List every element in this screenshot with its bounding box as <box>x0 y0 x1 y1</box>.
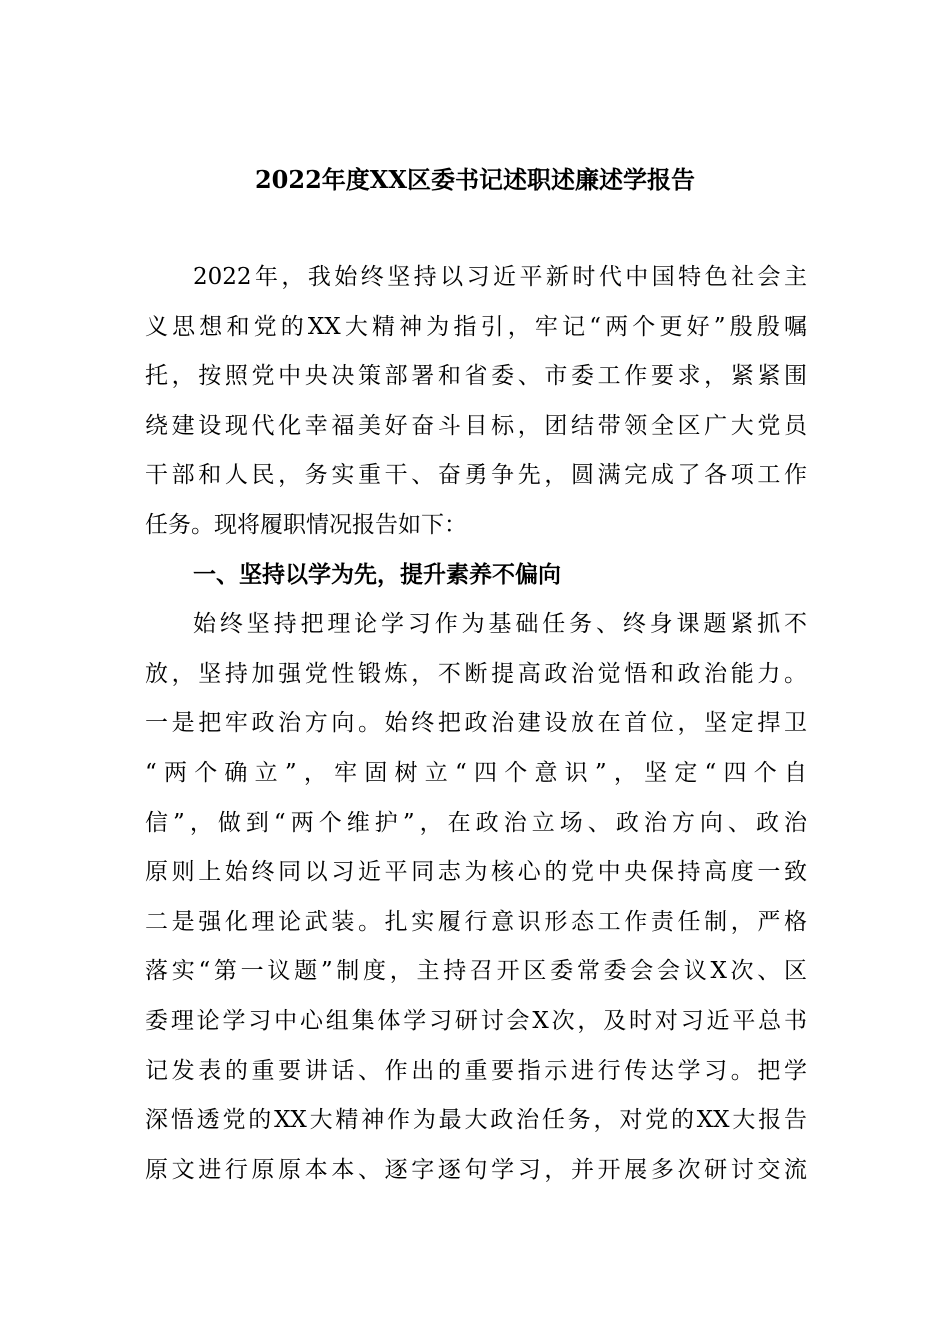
paragraph-line: 义思想和党的XX大精神为指引，牢记“两个更好”殷殷嘱 <box>145 313 807 340</box>
paragraph-line: 一是把牢政治方向。始终把政治建设放在首位，坚定捍卫 <box>145 710 807 737</box>
paragraph-line: 记发表的重要讲话、作出的重要指示进行传达学习。把学 <box>145 1057 807 1084</box>
paragraph-line: 落实“第一议题”制度，主持召开区委常委会会议X次、区 <box>145 958 807 985</box>
paragraph-line: “两个确立”，牢固树立“四个意识”，坚定“四个自 <box>145 759 807 786</box>
paragraph-line: 委理论学习中心组集体学习研讨会X次，及时对习近平总书 <box>145 1007 807 1034</box>
paragraph-line: 深悟透党的XX大精神作为最大政治任务，对党的XX大报告 <box>145 1107 807 1134</box>
document-title: 2022年度XX区委书记述职述廉述学报告 <box>254 165 696 194</box>
document-body <box>145 253 807 1195</box>
paragraph-line: 放，坚持加强党性锻炼，不断提高政治觉悟和政治能力。 <box>145 660 807 687</box>
paragraph-line: 干部和人民，务实重干、奋勇争先，圆满完成了各项工作 <box>145 462 807 489</box>
paragraph-line: 原文进行原原本本、逐字逐句学习，并开展多次研讨交流 <box>145 1156 807 1183</box>
paragraph-line: 任务。现将履职情况报告如下： <box>145 511 467 538</box>
paragraph-line: 托，按照党中央决策部署和省委、市委工作要求，紧紧围 <box>145 363 807 390</box>
paragraph-line: 二是强化理论武装。扎实履行意识形态工作责任制，严格 <box>145 908 807 935</box>
paragraph-line: 信”，做到“两个维护”，在政治立场、政治方向、政治 <box>145 809 807 836</box>
paragraph-line: 绕建设现代化幸福美好奋斗目标，团结带领全区广大党员 <box>145 412 807 439</box>
paragraph-line: 原则上始终同以习近平同志为核心的党中央保持高度一致 <box>145 859 807 886</box>
paragraph-line: 2022年，我始终坚持以习近平新时代中国特色社会主 <box>193 264 807 290</box>
paragraph-line: 始终坚持把理论学习作为基础任务、终身课题紧抓不 <box>193 611 807 638</box>
section-heading: 一、坚持以学为先，提升素养不偏向 <box>193 561 561 588</box>
